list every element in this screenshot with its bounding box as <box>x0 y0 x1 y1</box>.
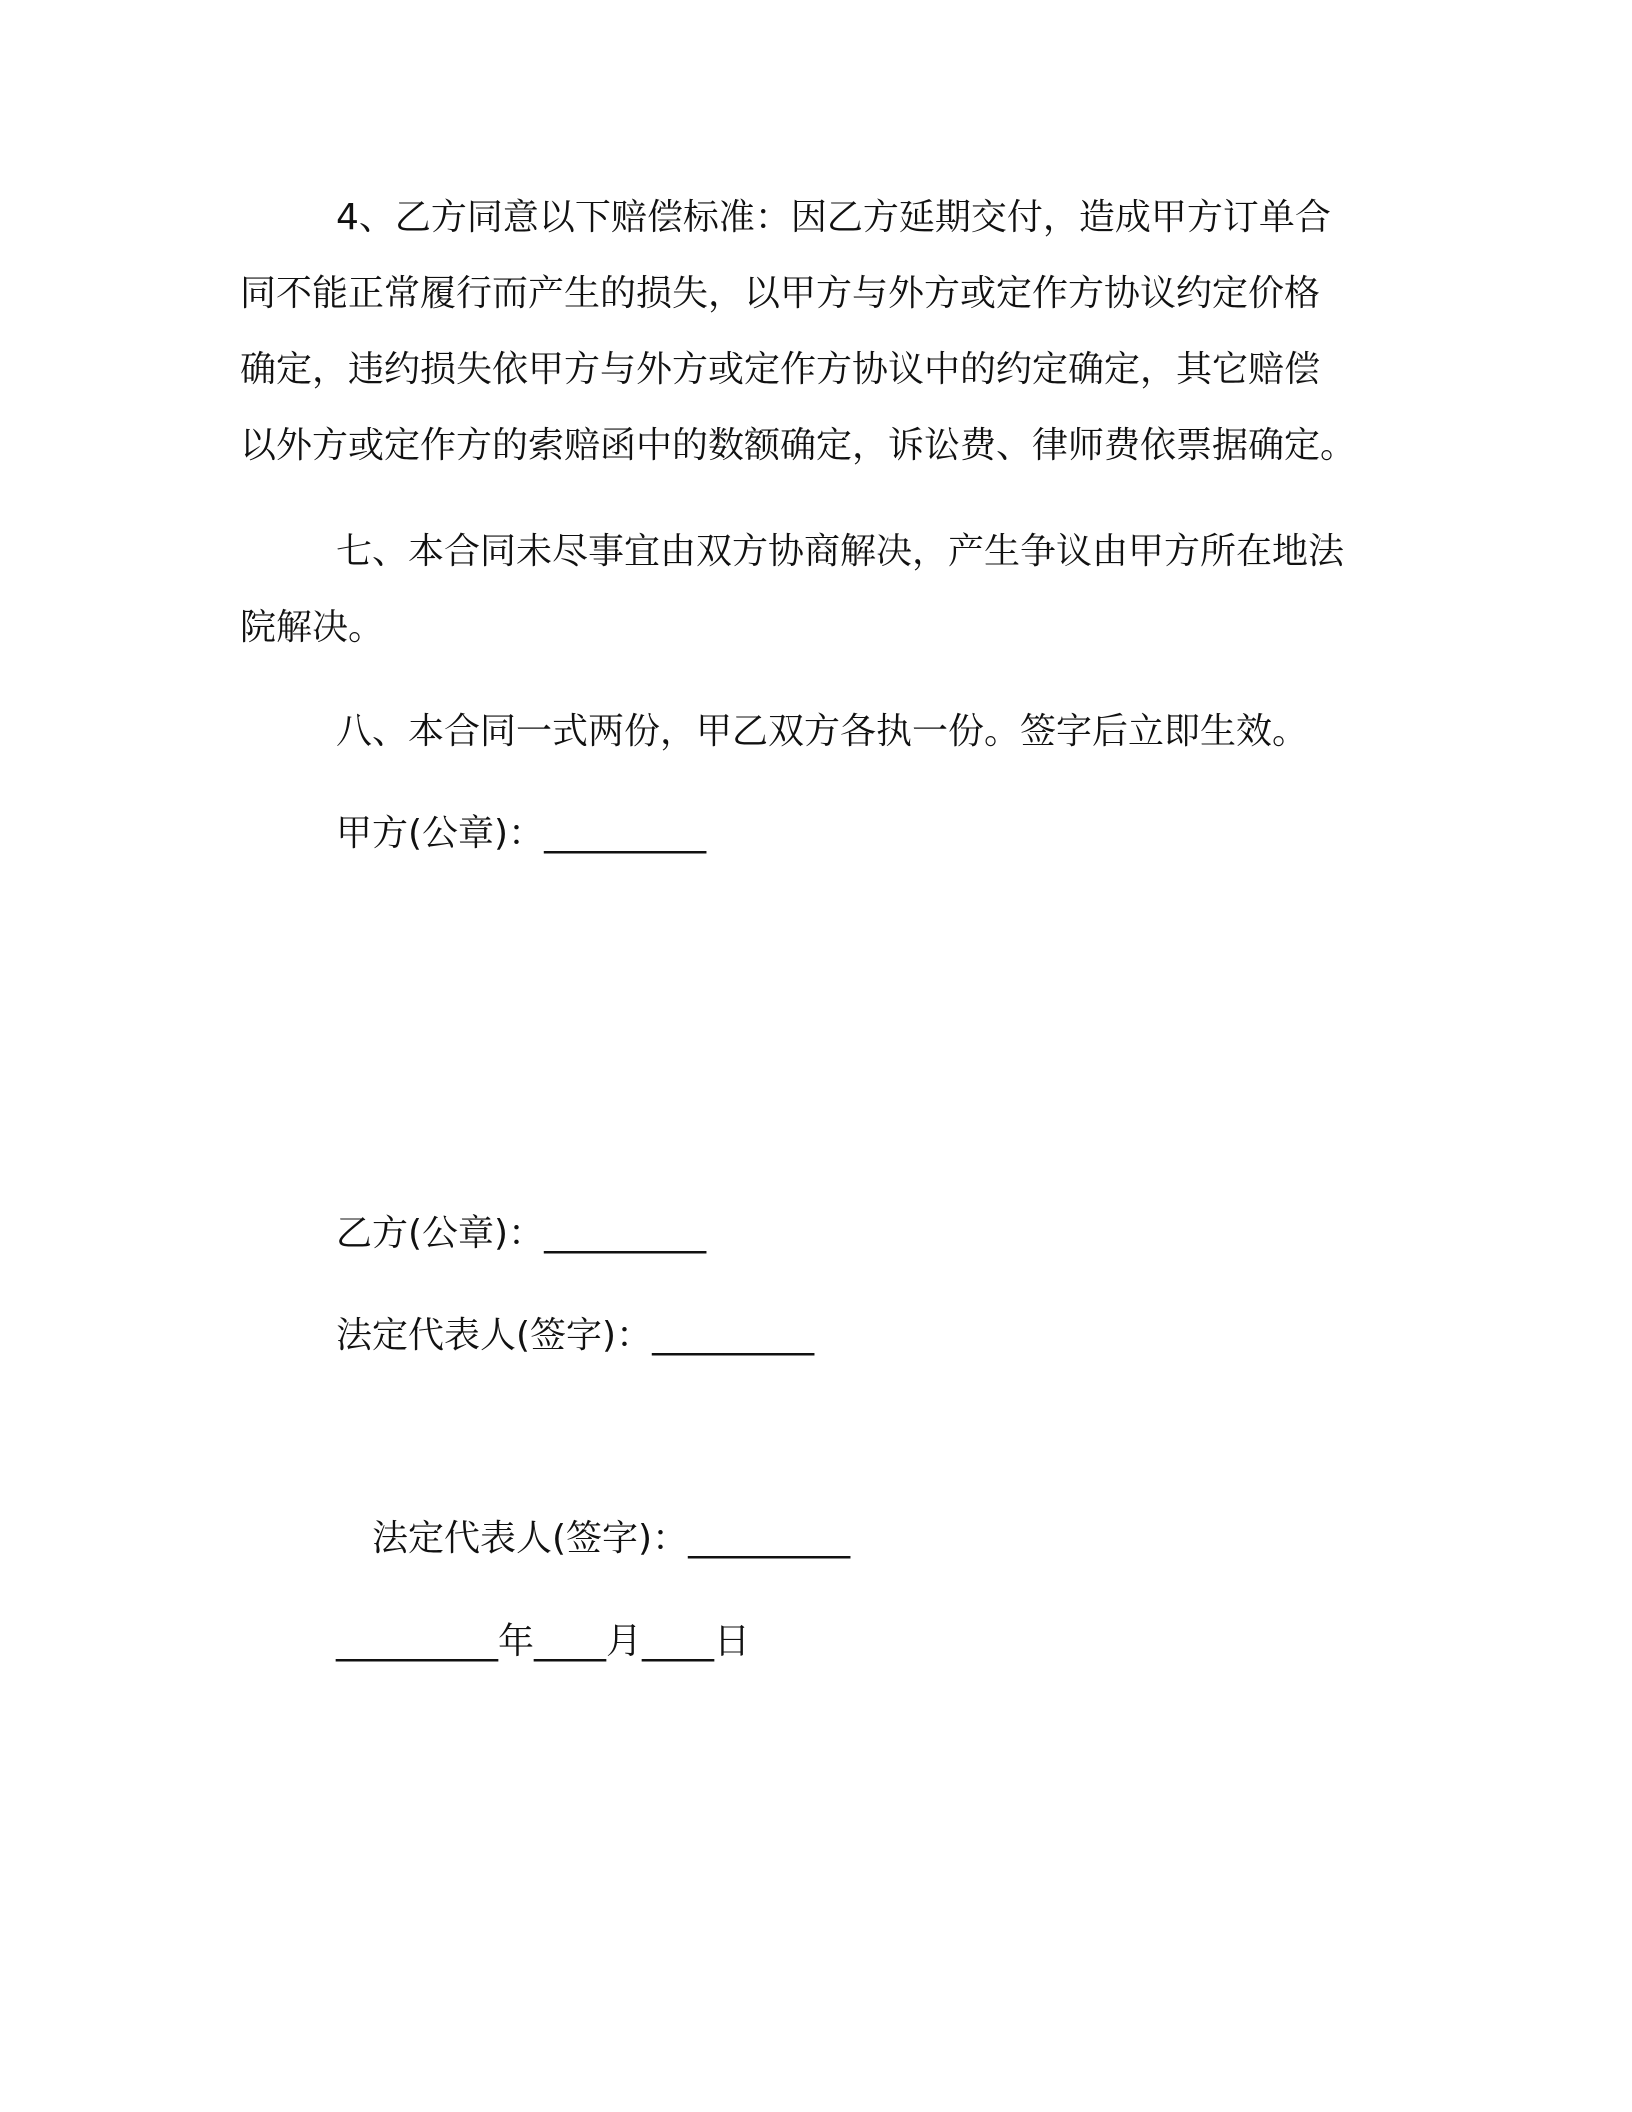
clause-7-line: 院解决。 <box>240 607 385 648</box>
clause-4-paragraph <box>240 180 1390 484</box>
clause-4-line: 同不能正常履行而产生的损失，以甲方与外方或定作方协议约定价格 <box>240 273 1321 314</box>
clause-4-line: 以外方或定作方的索赔函中的数额确定，诉讼费、律师费依票据确定。 <box>240 425 1357 466</box>
party-a-signature-line: 甲方(公章)：_________ <box>336 813 707 854</box>
clause-7-paragraph <box>240 514 1390 666</box>
legal-rep-signature-line-1: 法定代表人(签字)：_________ <box>336 1315 815 1356</box>
clause-4-line: 4、乙方同意以下赔偿标准：因乙方延期交付，造成甲方订单合 <box>336 197 1331 238</box>
party-b-signature-line: 乙方(公章)：_________ <box>336 1213 707 1254</box>
date-line: _________年____月____日 <box>336 1621 750 1662</box>
clause-4-line: 确定，违约损失依甲方与外方或定作方协议中的约定确定，其它赔偿 <box>240 349 1321 390</box>
legal-rep-signature-line-2: 法定代表人(签字)：_________ <box>372 1518 851 1559</box>
clause-7-line: 七、本合同未尽事宜由双方协商解决，产生争议由甲方所在地法 <box>336 531 1345 572</box>
clause-8-text: 八、本合同一式两份，甲乙双方各执一份。签字后立即生效。 <box>336 711 1309 752</box>
